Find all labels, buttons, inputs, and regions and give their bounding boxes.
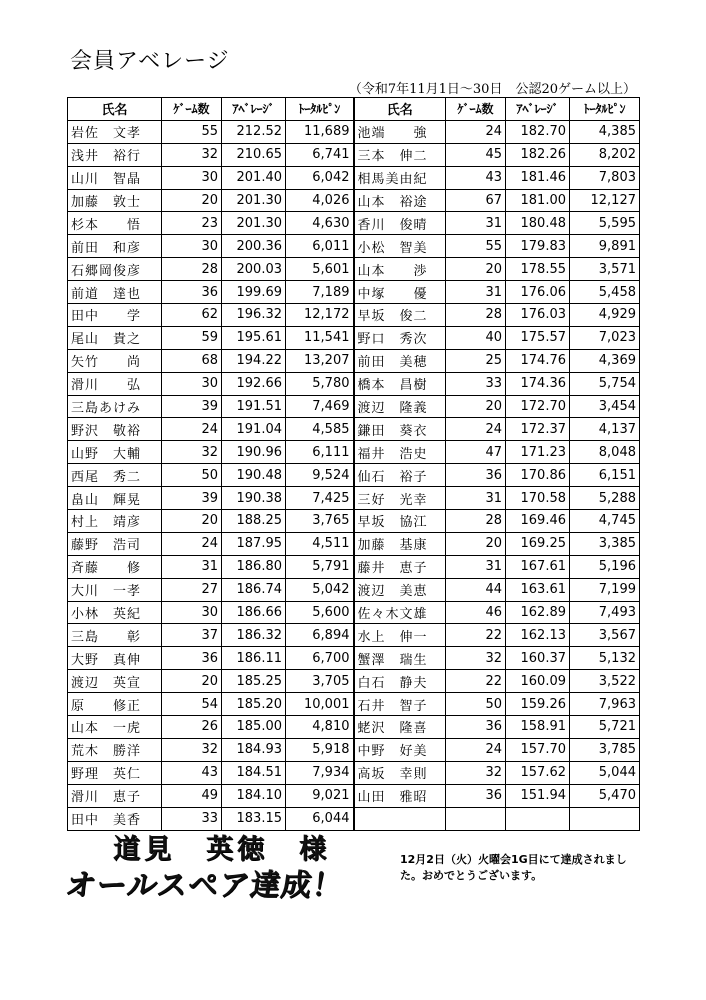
right-name-cell: 加藤 基康 — [354, 532, 446, 555]
left-avg-cell: 200.36 — [222, 235, 286, 258]
right-name-cell: 池端 強 — [354, 120, 446, 143]
table-row — [68, 670, 640, 693]
right-games-cell: 22 — [446, 624, 506, 647]
left-name-cell: 前田 和彦 — [68, 235, 162, 258]
left-total-cell: 9,021 — [286, 784, 354, 807]
right-name-cell: 山本 裕途 — [354, 189, 446, 212]
right-games-cell: 31 — [446, 555, 506, 578]
left-avg-cell: 190.48 — [222, 464, 286, 487]
left-name-cell: 岩佐 文孝 — [68, 120, 162, 143]
table-row — [68, 304, 640, 327]
table-row — [68, 143, 640, 166]
table-row — [68, 120, 640, 143]
left-avg-cell: 199.69 — [222, 281, 286, 304]
left-avg-cell: 201.30 — [222, 189, 286, 212]
left-games-cell: 59 — [162, 326, 222, 349]
header-games: ｹﾞｰﾑ数 — [162, 98, 222, 121]
right-total-cell: 5,470 — [570, 784, 640, 807]
right-games-cell — [446, 807, 506, 830]
average-table — [67, 97, 640, 831]
header-games: ｹﾞｰﾑ数 — [446, 98, 506, 121]
right-name-cell: 小松 智美 — [354, 235, 446, 258]
left-games-cell: 33 — [162, 807, 222, 830]
left-name-cell: 浅井 裕行 — [68, 143, 162, 166]
table-row — [68, 189, 640, 212]
right-name-cell: 前田 美穂 — [354, 349, 446, 372]
left-name-cell: 山川 智晶 — [68, 166, 162, 189]
right-name-cell: 藤井 恵子 — [354, 555, 446, 578]
table-row — [68, 166, 640, 189]
left-total-cell: 5,791 — [286, 555, 354, 578]
right-games-cell: 36 — [446, 464, 506, 487]
left-avg-cell: 196.32 — [222, 304, 286, 327]
left-games-cell: 49 — [162, 784, 222, 807]
table-row — [68, 372, 640, 395]
left-games-cell: 62 — [162, 304, 222, 327]
right-avg-cell: 151.94 — [506, 784, 570, 807]
right-games-cell: 20 — [446, 395, 506, 418]
right-games-cell: 20 — [446, 532, 506, 555]
left-total-cell: 4,630 — [286, 212, 354, 235]
right-name-cell: 蟹澤 瑞生 — [354, 647, 446, 670]
left-games-cell: 36 — [162, 647, 222, 670]
right-avg-cell: 181.00 — [506, 189, 570, 212]
right-total-cell: 5,132 — [570, 647, 640, 670]
right-games-cell: 22 — [446, 670, 506, 693]
left-games-cell: 30 — [162, 235, 222, 258]
right-games-cell: 28 — [446, 304, 506, 327]
table-row — [68, 601, 640, 624]
achievement-note: 12月2日（火）火曜会1G目にて達成されました。おめでとうございます。 — [400, 853, 627, 882]
right-name-cell: 三本 伸二 — [354, 143, 446, 166]
table-header-row — [68, 98, 640, 121]
table-row — [68, 761, 640, 784]
left-total-cell: 12,172 — [286, 304, 354, 327]
right-total-cell: 7,803 — [570, 166, 640, 189]
table-row — [68, 555, 640, 578]
right-avg-cell: 182.70 — [506, 120, 570, 143]
table-row — [68, 212, 640, 235]
right-games-cell: 47 — [446, 441, 506, 464]
right-name-cell: 渡辺 美恵 — [354, 578, 446, 601]
right-avg-cell: 176.06 — [506, 281, 570, 304]
right-name-cell: 水上 伸一 — [354, 624, 446, 647]
right-avg-cell: 180.48 — [506, 212, 570, 235]
left-games-cell: 30 — [162, 601, 222, 624]
left-name-cell: 杉本 悟 — [68, 212, 162, 235]
table-row — [68, 281, 640, 304]
right-games-cell: 67 — [446, 189, 506, 212]
table-row — [68, 487, 640, 510]
left-avg-cell: 185.00 — [222, 716, 286, 739]
right-avg-cell: 171.23 — [506, 441, 570, 464]
left-avg-cell: 186.66 — [222, 601, 286, 624]
left-games-cell: 32 — [162, 441, 222, 464]
right-games-cell: 55 — [446, 235, 506, 258]
left-total-cell: 5,600 — [286, 601, 354, 624]
left-name-cell: 尾山 貴之 — [68, 326, 162, 349]
left-total-cell: 7,469 — [286, 395, 354, 418]
table-row — [68, 235, 640, 258]
right-games-cell: 24 — [446, 738, 506, 761]
right-name-cell: 三好 光幸 — [354, 487, 446, 510]
table-row — [68, 441, 640, 464]
table-row — [68, 738, 640, 761]
left-name-cell: 野理 英仁 — [68, 761, 162, 784]
left-name-cell: 山本 一虎 — [68, 716, 162, 739]
left-avg-cell: 186.32 — [222, 624, 286, 647]
left-name-cell: 田中 学 — [68, 304, 162, 327]
left-total-cell: 3,765 — [286, 510, 354, 533]
right-name-cell: 山本 渉 — [354, 258, 446, 281]
header-average: ｱﾍﾞﾚｰｼﾞ — [506, 98, 570, 121]
left-total-cell: 13,207 — [286, 349, 354, 372]
left-games-cell: 20 — [162, 189, 222, 212]
right-total-cell: 8,202 — [570, 143, 640, 166]
left-games-cell: 68 — [162, 349, 222, 372]
right-total-cell: 7,493 — [570, 601, 640, 624]
right-name-cell: 早坂 俊二 — [354, 304, 446, 327]
left-total-cell: 6,042 — [286, 166, 354, 189]
left-games-cell: 55 — [162, 120, 222, 143]
right-avg-cell: 157.62 — [506, 761, 570, 784]
left-total-cell: 5,918 — [286, 738, 354, 761]
left-total-cell: 6,044 — [286, 807, 354, 830]
left-games-cell: 27 — [162, 578, 222, 601]
header-average: ｱﾍﾞﾚｰｼﾞ — [222, 98, 286, 121]
left-name-cell: 石郷岡俊彦 — [68, 258, 162, 281]
left-total-cell: 7,934 — [286, 761, 354, 784]
right-games-cell: 20 — [446, 258, 506, 281]
left-games-cell: 30 — [162, 372, 222, 395]
right-name-cell: 山田 雅昭 — [354, 784, 446, 807]
right-name-cell: 渡辺 隆義 — [354, 395, 446, 418]
right-name-cell: 中野 好美 — [354, 738, 446, 761]
right-total-cell: 7,023 — [570, 326, 640, 349]
left-games-cell: 43 — [162, 761, 222, 784]
left-games-cell: 20 — [162, 510, 222, 533]
achievement-title: オールスペア達成！ — [63, 868, 346, 903]
right-avg-cell: 169.25 — [506, 532, 570, 555]
left-total-cell: 4,026 — [286, 189, 354, 212]
left-name-cell: 矢竹 尚 — [68, 349, 162, 372]
right-name-cell: 石井 智子 — [354, 693, 446, 716]
right-games-cell: 25 — [446, 349, 506, 372]
right-games-cell: 24 — [446, 418, 506, 441]
left-games-cell: 24 — [162, 418, 222, 441]
right-name-cell: 野口 秀次 — [354, 326, 446, 349]
left-total-cell: 4,810 — [286, 716, 354, 739]
left-total-cell: 5,601 — [286, 258, 354, 281]
left-total-cell: 10,001 — [286, 693, 354, 716]
left-name-cell: 三島あけみ — [68, 395, 162, 418]
right-games-cell: 31 — [446, 281, 506, 304]
right-name-cell: 高坂 幸則 — [354, 761, 446, 784]
left-games-cell: 50 — [162, 464, 222, 487]
right-avg-cell: 175.57 — [506, 326, 570, 349]
left-games-cell: 23 — [162, 212, 222, 235]
table-row — [68, 647, 640, 670]
right-avg-cell: 162.89 — [506, 601, 570, 624]
left-avg-cell: 210.65 — [222, 143, 286, 166]
table-row — [68, 258, 640, 281]
left-name-cell: 大野 真伸 — [68, 647, 162, 670]
right-avg-cell: 176.03 — [506, 304, 570, 327]
right-name-cell: 香川 俊晴 — [354, 212, 446, 235]
header-name: 氏名 — [68, 98, 162, 121]
table-row — [68, 784, 640, 807]
right-total-cell: 6,151 — [570, 464, 640, 487]
right-avg-cell: 167.61 — [506, 555, 570, 578]
right-total-cell: 3,522 — [570, 670, 640, 693]
left-games-cell: 36 — [162, 281, 222, 304]
left-avg-cell: 201.40 — [222, 166, 286, 189]
table-row — [68, 532, 640, 555]
right-total-cell: 4,929 — [570, 304, 640, 327]
table-row — [68, 326, 640, 349]
right-name-cell: 早坂 協江 — [354, 510, 446, 533]
left-avg-cell: 188.25 — [222, 510, 286, 533]
header-name: 氏名 — [354, 98, 446, 121]
left-name-cell: 加藤 敦士 — [68, 189, 162, 212]
right-avg-cell: 160.09 — [506, 670, 570, 693]
left-avg-cell: 184.93 — [222, 738, 286, 761]
table-row — [68, 510, 640, 533]
left-games-cell: 24 — [162, 532, 222, 555]
left-name-cell: 滑川 恵子 — [68, 784, 162, 807]
left-total-cell: 3,705 — [286, 670, 354, 693]
left-avg-cell: 212.52 — [222, 120, 286, 143]
left-games-cell: 31 — [162, 555, 222, 578]
left-avg-cell: 190.38 — [222, 487, 286, 510]
left-total-cell: 5,780 — [286, 372, 354, 395]
right-games-cell: 44 — [446, 578, 506, 601]
right-games-cell: 24 — [446, 120, 506, 143]
achiever-name: 道見 英徳 様 — [113, 834, 330, 865]
right-name-cell: 鎌田 葵衣 — [354, 418, 446, 441]
right-avg-cell: 178.55 — [506, 258, 570, 281]
left-name-cell: 畠山 輝晃 — [68, 487, 162, 510]
left-avg-cell: 192.66 — [222, 372, 286, 395]
left-avg-cell: 183.15 — [222, 807, 286, 830]
left-total-cell: 11,541 — [286, 326, 354, 349]
left-avg-cell: 191.04 — [222, 418, 286, 441]
left-total-cell: 7,189 — [286, 281, 354, 304]
table-body — [68, 120, 640, 830]
right-avg-cell: 169.46 — [506, 510, 570, 533]
right-games-cell: 33 — [446, 372, 506, 395]
left-total-cell: 4,585 — [286, 418, 354, 441]
left-name-cell: 藤野 浩司 — [68, 532, 162, 555]
left-avg-cell: 200.03 — [222, 258, 286, 281]
left-name-cell: 渡辺 英宣 — [68, 670, 162, 693]
right-total-cell: 4,385 — [570, 120, 640, 143]
right-total-cell: 5,458 — [570, 281, 640, 304]
left-name-cell: 三島 彰 — [68, 624, 162, 647]
table-row — [68, 716, 640, 739]
right-total-cell: 3,385 — [570, 532, 640, 555]
left-name-cell: 野沢 敬裕 — [68, 418, 162, 441]
left-total-cell: 6,894 — [286, 624, 354, 647]
left-games-cell: 54 — [162, 693, 222, 716]
right-total-cell: 3,454 — [570, 395, 640, 418]
right-avg-cell: 158.91 — [506, 716, 570, 739]
right-avg-cell: 172.37 — [506, 418, 570, 441]
left-name-cell: 滑川 弘 — [68, 372, 162, 395]
right-avg-cell: 170.58 — [506, 487, 570, 510]
right-avg-cell: 174.36 — [506, 372, 570, 395]
right-games-cell: 28 — [446, 510, 506, 533]
left-total-cell: 6,011 — [286, 235, 354, 258]
table-row — [68, 693, 640, 716]
left-games-cell: 26 — [162, 716, 222, 739]
right-total-cell: 5,196 — [570, 555, 640, 578]
left-avg-cell: 184.51 — [222, 761, 286, 784]
left-avg-cell: 184.10 — [222, 784, 286, 807]
left-games-cell: 39 — [162, 395, 222, 418]
header-total-pins: ﾄｰﾀﾙﾋﾟﾝ — [286, 98, 354, 121]
left-games-cell: 30 — [162, 166, 222, 189]
right-avg-cell: 159.26 — [506, 693, 570, 716]
right-games-cell: 32 — [446, 761, 506, 784]
right-games-cell: 50 — [446, 693, 506, 716]
right-avg-cell: 160.37 — [506, 647, 570, 670]
right-games-cell: 43 — [446, 166, 506, 189]
right-total-cell: 3,567 — [570, 624, 640, 647]
right-games-cell: 46 — [446, 601, 506, 624]
right-total-cell: 4,745 — [570, 510, 640, 533]
right-total-cell: 5,044 — [570, 761, 640, 784]
header-total-pins: ﾄｰﾀﾙﾋﾟﾝ — [570, 98, 640, 121]
right-games-cell: 36 — [446, 784, 506, 807]
right-avg-cell: 174.76 — [506, 349, 570, 372]
right-total-cell: 12,127 — [570, 189, 640, 212]
right-name-cell: 蛯沢 隆喜 — [354, 716, 446, 739]
left-name-cell: 原 修正 — [68, 693, 162, 716]
right-games-cell: 45 — [446, 143, 506, 166]
right-games-cell: 40 — [446, 326, 506, 349]
table-row — [68, 624, 640, 647]
left-total-cell: 6,111 — [286, 441, 354, 464]
left-avg-cell: 187.95 — [222, 532, 286, 555]
right-games-cell: 31 — [446, 487, 506, 510]
left-avg-cell: 186.11 — [222, 647, 286, 670]
left-name-cell: 村上 靖彦 — [68, 510, 162, 533]
left-name-cell: 斉藤 修 — [68, 555, 162, 578]
table-row — [68, 418, 640, 441]
right-total-cell — [570, 807, 640, 830]
left-total-cell: 9,524 — [286, 464, 354, 487]
left-name-cell: 西尾 秀二 — [68, 464, 162, 487]
page-title: 会員アベレージ — [70, 49, 230, 74]
left-games-cell: 32 — [162, 143, 222, 166]
left-total-cell: 11,689 — [286, 120, 354, 143]
left-games-cell: 39 — [162, 487, 222, 510]
period-note: （令和7年11月1日～30日 公認20ゲーム以上） — [348, 82, 636, 97]
right-name-cell: 橋本 昌樹 — [354, 372, 446, 395]
table-row — [68, 464, 640, 487]
right-avg-cell: 162.13 — [506, 624, 570, 647]
left-avg-cell: 201.30 — [222, 212, 286, 235]
right-name-cell: 白石 静夫 — [354, 670, 446, 693]
left-games-cell: 37 — [162, 624, 222, 647]
left-games-cell: 28 — [162, 258, 222, 281]
left-avg-cell: 195.61 — [222, 326, 286, 349]
left-name-cell: 前道 達也 — [68, 281, 162, 304]
right-total-cell: 3,785 — [570, 738, 640, 761]
right-avg-cell: 182.26 — [506, 143, 570, 166]
left-avg-cell: 194.22 — [222, 349, 286, 372]
right-name-cell: 中塚 優 — [354, 281, 446, 304]
right-total-cell: 4,369 — [570, 349, 640, 372]
table-row — [68, 578, 640, 601]
right-games-cell: 31 — [446, 212, 506, 235]
left-total-cell: 6,700 — [286, 647, 354, 670]
right-avg-cell: 181.46 — [506, 166, 570, 189]
left-avg-cell: 185.20 — [222, 693, 286, 716]
right-name-cell: 仙石 裕子 — [354, 464, 446, 487]
left-total-cell: 7,425 — [286, 487, 354, 510]
left-avg-cell: 186.80 — [222, 555, 286, 578]
left-games-cell: 32 — [162, 738, 222, 761]
left-avg-cell: 191.51 — [222, 395, 286, 418]
left-avg-cell: 185.25 — [222, 670, 286, 693]
left-total-cell: 4,511 — [286, 532, 354, 555]
right-total-cell: 5,721 — [570, 716, 640, 739]
table-row — [68, 395, 640, 418]
right-games-cell: 36 — [446, 716, 506, 739]
right-name-cell: 佐々木文雄 — [354, 601, 446, 624]
right-total-cell: 3,571 — [570, 258, 640, 281]
right-total-cell: 9,891 — [570, 235, 640, 258]
right-avg-cell: 179.83 — [506, 235, 570, 258]
right-total-cell: 7,963 — [570, 693, 640, 716]
left-name-cell: 田中 美香 — [68, 807, 162, 830]
right-name-cell: 福井 浩史 — [354, 441, 446, 464]
left-total-cell: 6,741 — [286, 143, 354, 166]
left-avg-cell: 190.96 — [222, 441, 286, 464]
left-name-cell: 小林 英紀 — [68, 601, 162, 624]
table-row — [68, 349, 640, 372]
right-avg-cell: 172.70 — [506, 395, 570, 418]
left-name-cell: 大川 一孝 — [68, 578, 162, 601]
right-avg-cell — [506, 807, 570, 830]
left-name-cell: 荒木 勝洋 — [68, 738, 162, 761]
left-games-cell: 20 — [162, 670, 222, 693]
right-avg-cell: 157.70 — [506, 738, 570, 761]
right-name-cell: 相馬美由紀 — [354, 166, 446, 189]
left-total-cell: 5,042 — [286, 578, 354, 601]
right-avg-cell: 170.86 — [506, 464, 570, 487]
right-total-cell: 5,595 — [570, 212, 640, 235]
right-total-cell: 5,288 — [570, 487, 640, 510]
right-avg-cell: 163.61 — [506, 578, 570, 601]
right-total-cell: 5,754 — [570, 372, 640, 395]
left-name-cell: 山野 大輔 — [68, 441, 162, 464]
left-avg-cell: 186.74 — [222, 578, 286, 601]
right-total-cell: 7,199 — [570, 578, 640, 601]
right-total-cell: 4,137 — [570, 418, 640, 441]
right-games-cell: 32 — [446, 647, 506, 670]
right-name-cell — [354, 807, 446, 830]
right-total-cell: 8,048 — [570, 441, 640, 464]
